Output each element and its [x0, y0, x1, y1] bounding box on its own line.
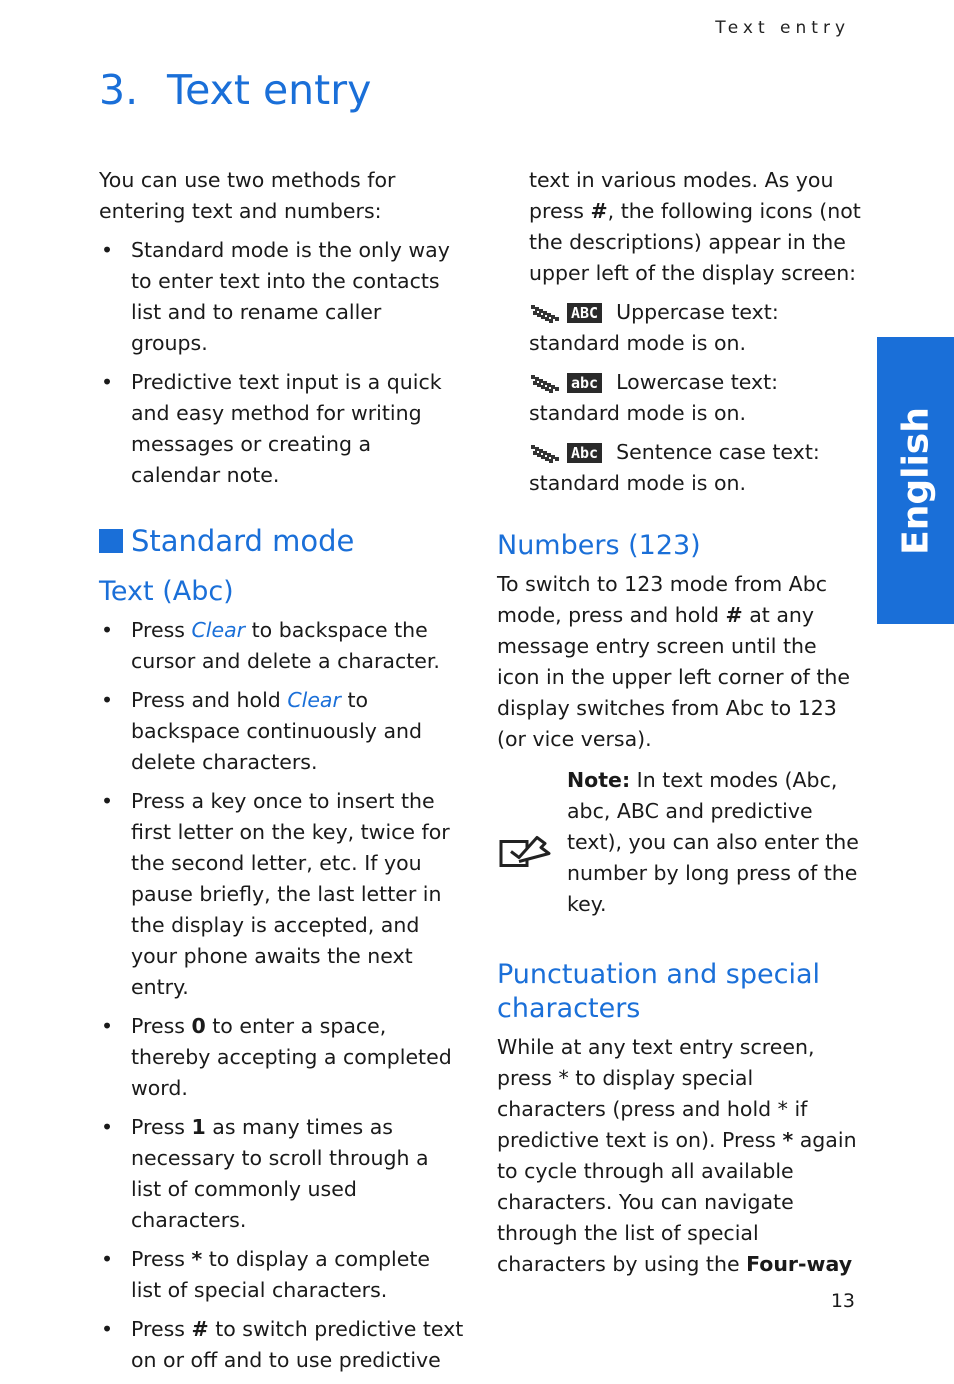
- right-column: [497, 165, 862, 1288]
- punctuation-paragraph: [497, 1032, 862, 1280]
- square-bullet-icon: [99, 529, 123, 553]
- key-label: #: [590, 199, 608, 223]
- section-heading: [99, 521, 464, 561]
- section-heading-text: Standard mode: [131, 524, 355, 558]
- softkey-clear: Clear: [287, 688, 341, 712]
- text: again to cycle through all available characters. You can navigate through the list of special characters by using the: [497, 1128, 857, 1276]
- list-item: [99, 1011, 464, 1104]
- icon-description: Lowercase text:: [616, 370, 779, 394]
- text: While at any text entry screen, press * to display special characters (press and hold * if predictive text is on). Press: [497, 1035, 815, 1152]
- intro-paragraph: You can use two methods for entering text and numbers:: [99, 168, 396, 223]
- list-item: [99, 685, 464, 778]
- mode-glyph-uppercase: ABC: [567, 303, 602, 323]
- key-label: 1: [191, 1115, 206, 1139]
- pencil-icon: [529, 442, 563, 464]
- icon-description: standard mode is on.: [529, 401, 747, 425]
- note-box: [497, 765, 862, 928]
- text: Press and hold: [131, 688, 288, 712]
- icon-description: Sentence case text:: [616, 440, 820, 464]
- text: In text modes (Abc, abc, ABC and predictive text), you can also enter the number by long press of the key.: [567, 768, 859, 916]
- key-label: #: [191, 1317, 209, 1341]
- list-item: • Predictive text input is a quick and easy method for writing messages or creating a calendar note.: [99, 367, 464, 491]
- page-number: 13: [830, 1290, 855, 1312]
- chapter-number: 3.: [99, 66, 139, 114]
- mode-glyph-lowercase: abc: [567, 373, 602, 393]
- running-header: Text entry: [715, 18, 850, 38]
- list-item: • Standard mode is the only way to enter text into the contacts list and to rename caller groups.: [99, 235, 464, 359]
- key-label: Four-way: [746, 1252, 853, 1276]
- sub-heading-punctuation: Punctuation and special characters: [497, 959, 821, 1024]
- text: To switch to 123 mode from Abc mode, press and hold: [497, 572, 827, 627]
- note-label: Note:: [567, 768, 631, 792]
- mode-glyph-sentence-case: Abc: [567, 443, 602, 463]
- text: to enter a space, thereby accepting a completed word.: [131, 1014, 452, 1100]
- key-label: *: [191, 1247, 203, 1271]
- pencil-icon: [529, 302, 563, 324]
- text: as many times as necessary to scroll through a list of commonly used characters.: [131, 1115, 429, 1232]
- list-item: [99, 615, 464, 677]
- key-label: 0: [191, 1014, 206, 1038]
- text: Press: [131, 1317, 192, 1341]
- list-item: • Press a key once to insert the first letter on the key, twice for the second letter, etc. If you pause briefly, the last letter in the display is accepted, and your phone awaits the next entry.: [99, 786, 464, 1003]
- icon-description: standard mode is on.: [529, 331, 747, 355]
- pencil-icon: [529, 372, 563, 394]
- note-hand-icon: [497, 765, 553, 928]
- sub-heading-numbers: Numbers (123): [497, 530, 701, 561]
- continued-paragraph: [497, 165, 862, 289]
- chapter-title-text: Text entry: [167, 66, 372, 114]
- text: Press: [131, 1247, 192, 1271]
- text: to backspace the cursor and delete a character.: [131, 618, 440, 673]
- text: at any message entry screen until the icon in the upper left corner of the display switches from Abc to 123 (or vice versa).: [497, 603, 851, 751]
- mode-icon-sentence-case: [497, 437, 862, 499]
- icon-description: standard mode is on.: [529, 471, 747, 495]
- language-tab-label: English: [895, 406, 936, 555]
- list-item: [99, 1314, 464, 1376]
- key-label: #: [725, 603, 743, 627]
- list-item: [99, 1244, 464, 1306]
- text: Press: [131, 1014, 192, 1038]
- text-abc-list: [99, 615, 464, 1376]
- text: Press: [131, 618, 192, 642]
- list-item: [99, 1112, 464, 1236]
- text: text in various modes. As you press: [529, 168, 834, 223]
- softkey-clear: Clear: [191, 618, 246, 642]
- text: Press: [131, 1115, 192, 1139]
- text: to switch predictive text on or off and to use predictive: [131, 1317, 464, 1372]
- text: to display a complete list of special characters.: [131, 1247, 430, 1302]
- language-tab: [877, 337, 954, 624]
- note-text: [567, 765, 862, 920]
- intro-list: [99, 235, 464, 491]
- icon-description: Uppercase text:: [616, 300, 779, 324]
- mode-icon-uppercase: [497, 297, 862, 359]
- numbers-paragraph: [497, 569, 862, 755]
- mode-icon-lowercase: [497, 367, 862, 429]
- key-label: *: [782, 1128, 794, 1152]
- text: to backspace continuously and delete characters.: [131, 688, 423, 774]
- sub-heading-text-abc: Text (Abc): [99, 576, 234, 607]
- chapter-title: [99, 66, 371, 114]
- text: , the following icons (not the descriptions) appear in the upper left of the display screen:: [529, 199, 861, 285]
- left-column: [99, 165, 464, 1384]
